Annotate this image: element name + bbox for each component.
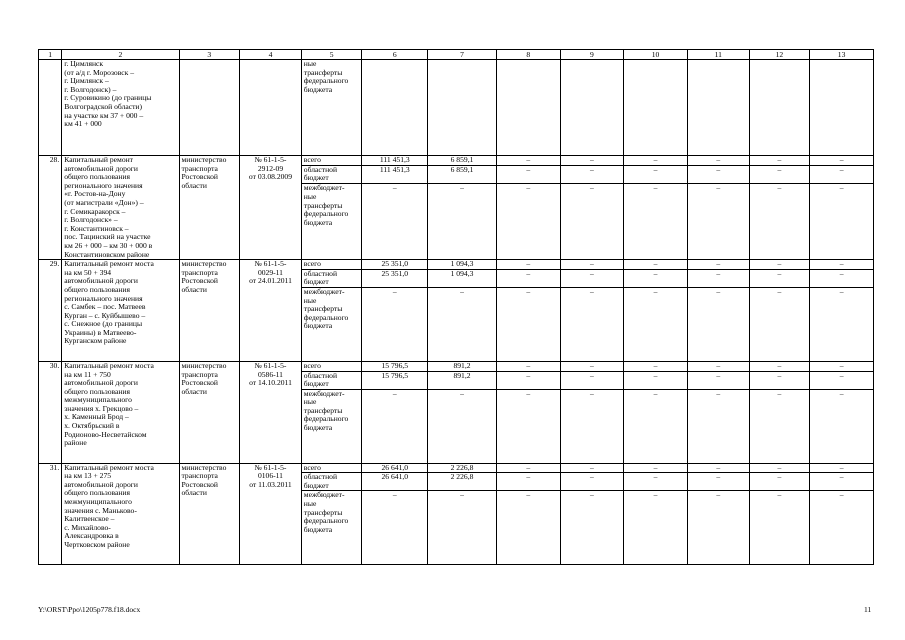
customer-name: министерство транспорта Ростовской области [179, 260, 240, 362]
column-number: 2 [62, 50, 179, 60]
column-number: 12 [749, 50, 810, 60]
value-col-12: – [749, 260, 810, 270]
customer-name: министерство транспорта Ростовской области [179, 156, 240, 260]
value-col-12: – [749, 165, 810, 184]
column-number: 1 [39, 50, 62, 60]
value-col-10: – [624, 463, 688, 473]
value-col-12: – [749, 463, 810, 473]
value-col-13: – [810, 361, 874, 371]
value-col-9: – [560, 473, 624, 491]
column-number: 13 [810, 50, 874, 60]
value-col-13: – [810, 156, 874, 166]
value-col-7: – [428, 287, 497, 361]
customer-name: министерство транспорта Ростовской области [179, 463, 240, 565]
value-col-6: – [362, 184, 428, 260]
column-number: 10 [624, 50, 688, 60]
value-col-7: – [428, 491, 497, 565]
value-col-13: – [810, 260, 874, 270]
value-col-10: – [624, 269, 688, 287]
value-col-10: – [624, 156, 688, 166]
table-row [39, 156, 874, 166]
value-col-7: 6 859,1 [428, 165, 497, 184]
object-name: Капитальный ремонт моста на км 50 + 394 автомобильной дороги общего пользования регионального значения с. Самбек – пос. Матвеев Курган – с. Куйбышево – с. Снежное (до границы Украины) в Матвеево- Курганском районе [62, 260, 179, 362]
column-number: 6 [362, 50, 428, 60]
value-col-11: – [687, 371, 749, 389]
value-col-6: 15 796,5 [362, 361, 428, 371]
value-col-12: – [749, 473, 810, 491]
value-col-12: – [749, 491, 810, 565]
value-col-11: – [687, 184, 749, 260]
value-col-8: – [496, 473, 560, 491]
value-col-7: 2 226,8 [428, 473, 497, 491]
value-col-11: – [687, 463, 749, 473]
funding-source: всего [301, 260, 362, 270]
value-col-8: – [496, 287, 560, 361]
value-col-9: – [560, 269, 624, 287]
value-col-12: – [749, 269, 810, 287]
value-col-8: – [496, 371, 560, 389]
value-col-9: – [560, 491, 624, 565]
value-col-9: – [560, 156, 624, 166]
value-col-11: – [687, 156, 749, 166]
value-col-8: – [496, 463, 560, 473]
value-col-12: – [749, 184, 810, 260]
row-number: 29. [39, 260, 62, 362]
value-col-10: – [624, 184, 688, 260]
value-col-8: – [496, 269, 560, 287]
funding-source: межбюджет- ные трансферты федерального бюджета [301, 491, 362, 565]
value-col-9: – [560, 463, 624, 473]
funding-source: областной бюджет [301, 371, 362, 389]
funding-source: всего [301, 463, 362, 473]
funding-source: межбюджет- ные трансферты федерального бюджета [301, 389, 362, 463]
value-col-11: – [687, 491, 749, 565]
row-number: 28. [39, 156, 62, 260]
value-col-6: – [362, 287, 428, 361]
value-col-13: – [810, 371, 874, 389]
value-col-6: – [362, 491, 428, 565]
value-col-9: – [560, 371, 624, 389]
funding-source: областной бюджет [301, 269, 362, 287]
value-col-12: – [749, 389, 810, 463]
value-col-11: – [687, 269, 749, 287]
value-col-8: – [496, 389, 560, 463]
value-col-7: 6 859,1 [428, 156, 497, 166]
column-number: 4 [240, 50, 302, 60]
funding-source: межбюджет- ные трансферты федерального бюджета [301, 287, 362, 361]
value-col-6: 25 351,0 [362, 269, 428, 287]
value-col-12: – [749, 287, 810, 361]
page-number: 11 [864, 605, 872, 614]
value-col-7: 891,2 [428, 361, 497, 371]
budget-table [38, 49, 874, 565]
column-number: 7 [428, 50, 497, 60]
row-number: 31. [39, 463, 62, 565]
customer-name: министерство транспорта Ростовской области [179, 361, 240, 463]
value-col-11: – [687, 287, 749, 361]
value-col-8: – [496, 361, 560, 371]
value-col-8: – [496, 165, 560, 184]
value-col-9: – [560, 260, 624, 270]
value-col-11: – [687, 165, 749, 184]
column-number: 3 [179, 50, 240, 60]
row-number: 30. [39, 361, 62, 463]
value-col-8: – [496, 156, 560, 166]
column-number: 5 [301, 50, 362, 60]
funding-source: областной бюджет [301, 473, 362, 491]
object-name: Капитальный ремонт моста на км 11 + 750 автомобильной дороги общего пользования межмуниципального значения х. Грекцово – х. Каменный Брод – х. Октябрьский в Родионово-Несветайском районе [62, 361, 179, 463]
value-col-10: – [624, 287, 688, 361]
funding-source: областной бюджет [301, 165, 362, 184]
value-col-10: – [624, 473, 688, 491]
value-col-6: 26 641,0 [362, 463, 428, 473]
value-col-13: – [810, 473, 874, 491]
funding-source: всего [301, 156, 362, 166]
funding-source: всего [301, 361, 362, 371]
table-row [39, 260, 874, 270]
value-col-10: – [624, 491, 688, 565]
value-col-9: – [560, 165, 624, 184]
table-row [39, 463, 874, 473]
column-number: 9 [560, 50, 624, 60]
object-name: Капитальный ремонт моста на км 13 + 275 автомобильной дороги общего пользования межмуниципального значения с. Маньково- Калитвенское – с. Михайлово- Александровка в Чертковском районе [62, 463, 179, 565]
contract-number: № 61-1-5- 0029-11 от 24.01.2011 [240, 260, 302, 362]
value-col-8: – [496, 260, 560, 270]
value-col-13: – [810, 269, 874, 287]
funding-source: межбюджет- ные трансферты федерального бюджета [301, 184, 362, 260]
value-col-9: – [560, 361, 624, 371]
value-col-13: – [810, 184, 874, 260]
contract-number: № 61-1-5- 0586-11 от 14.10.2011 [240, 361, 302, 463]
value-col-10: – [624, 389, 688, 463]
value-col-6: 111 451,3 [362, 156, 428, 166]
value-col-11: – [687, 260, 749, 270]
object-name: г. Цимлянск (от а/д г. Морозовск – г. Цимлянск – г. Волгодонск) – г. Суровикино (до границы Волгоградской области) на участке км 37 + 000 – км 41 + 000 [62, 60, 179, 156]
value-col-11: – [687, 361, 749, 371]
file-path: Y:\ORST\Ppo\1205p778.f18.docx [38, 605, 141, 614]
contract-number: № 61-1-5- 2912-09 от 03.08.2009 [240, 156, 302, 260]
table-row-continuation [39, 60, 874, 156]
table-row [39, 361, 874, 371]
value-col-12: – [749, 156, 810, 166]
value-col-8: – [496, 491, 560, 565]
value-col-9: – [560, 389, 624, 463]
column-number: 11 [687, 50, 749, 60]
funding-source: ные трансферты федерального бюджета [301, 60, 362, 156]
column-number-row [39, 50, 874, 60]
value-col-10: – [624, 165, 688, 184]
value-col-10: – [624, 361, 688, 371]
value-col-13: – [810, 389, 874, 463]
value-col-9: – [560, 287, 624, 361]
value-col-7: – [428, 389, 497, 463]
value-col-11: – [687, 389, 749, 463]
value-col-7: 1 094,3 [428, 269, 497, 287]
value-col-10: – [624, 260, 688, 270]
value-col-13: – [810, 287, 874, 361]
value-col-11: – [687, 473, 749, 491]
value-col-7: 891,2 [428, 371, 497, 389]
value-col-6: – [362, 389, 428, 463]
value-col-12: – [749, 371, 810, 389]
value-col-13: – [810, 165, 874, 184]
value-col-7: 1 094,3 [428, 260, 497, 270]
value-col-10: – [624, 371, 688, 389]
column-number: 8 [496, 50, 560, 60]
value-col-6: 15 796,5 [362, 371, 428, 389]
value-col-6: 26 641,0 [362, 473, 428, 491]
value-col-6: 25 351,0 [362, 260, 428, 270]
value-col-12: – [749, 361, 810, 371]
value-col-7: 2 226,8 [428, 463, 497, 473]
object-name: Капитальный ремонт автомобильной дороги общего пользования регионального значения «г. Ростов-на-Дону (от магистрали «Дон») – г. Семикаракорск – г. Волгодонск» – г. Константиновск – пос. Тацинский на участке км 26 + 000 – км 30 + 000 в Константиновском районе [62, 156, 179, 260]
value-col-6: 111 451,3 [362, 165, 428, 184]
value-col-8: – [496, 184, 560, 260]
contract-number: № 61-1-5- 0106-11 от 11.03.2011 [240, 463, 302, 565]
value-col-9: – [560, 184, 624, 260]
value-col-13: – [810, 463, 874, 473]
value-col-7: – [428, 184, 497, 260]
value-col-13: – [810, 491, 874, 565]
